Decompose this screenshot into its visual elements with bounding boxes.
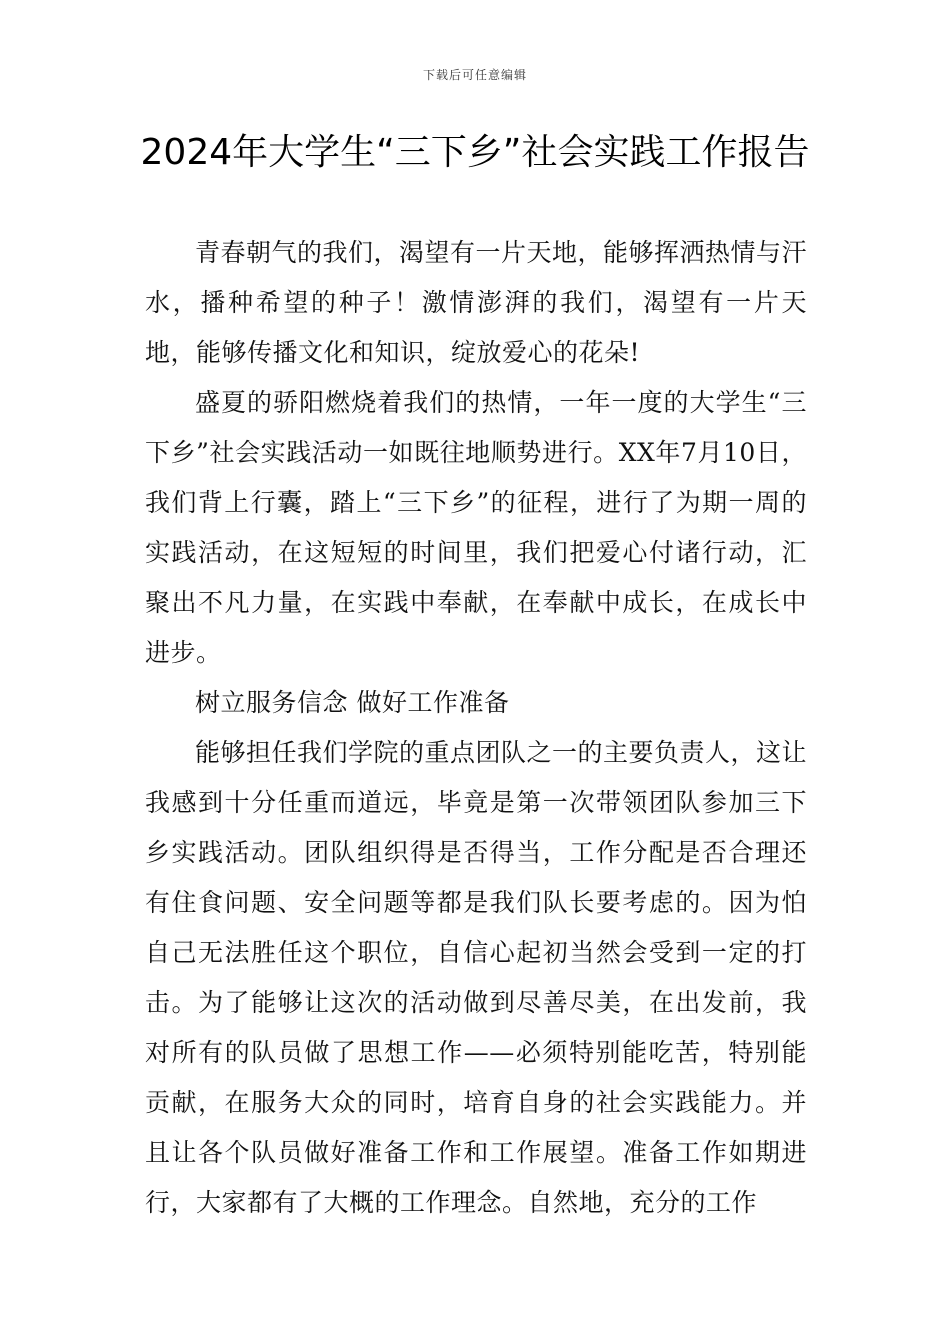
paragraph-summer: 盛夏的骄阳燃烧着我们的热情，一年一度的大学生“三下乡”社会实践活动一如既往地顺势进行。XX年7月10日，我们背上行囊，踏上“三下乡”的征程，进行了为期一周的实践活动，在这短短的时间里，我们把爱心付诸行动，汇聚出不凡力量，在实践中奉献，在奉献中成长，在成长中进步。 [145, 388, 807, 667]
header-note: 下载后可任意编辑 [422, 68, 527, 82]
document-body [145, 228, 807, 1228]
section-heading: 树立服务信念 做好工作准备 [195, 688, 510, 717]
document-title: 2024年大学生“三下乡”社会实践工作报告 [140, 132, 810, 173]
paragraph-section: 能够担任我们学院的重点团队之一的主要负责人，这让我感到十分任重而道远，毕竟是第一次带领团队参加三下乡实践活动。团队组织得是否得当，工作分配是否合理还有住食问题、安全问题等都是我们队长要考虑的。因为怕自己无法胜任这个职位，自信心起初当然会受到一定的打击。为了能够让这次的活动做到尽善尽美，在出发前，我对所有的队员做了思想工作——必须特别能吃苦，特别能贡献，在服务大众的同时，培育自身的社会实践能力。并且让各个队员做好准备工作和工作展望。准备工作如期进行，大家都有了大概的工作理念。自然地，充分的工作 [145, 738, 808, 1217]
paragraph-intro: 青春朝气的我们，渴望有一片天地，能够挥洒热情与汗水，播种希望的种子！激情澎湃的我们，渴望有一片天地，能够传播文化和知识，绽放爱心的花朵! [145, 238, 808, 367]
